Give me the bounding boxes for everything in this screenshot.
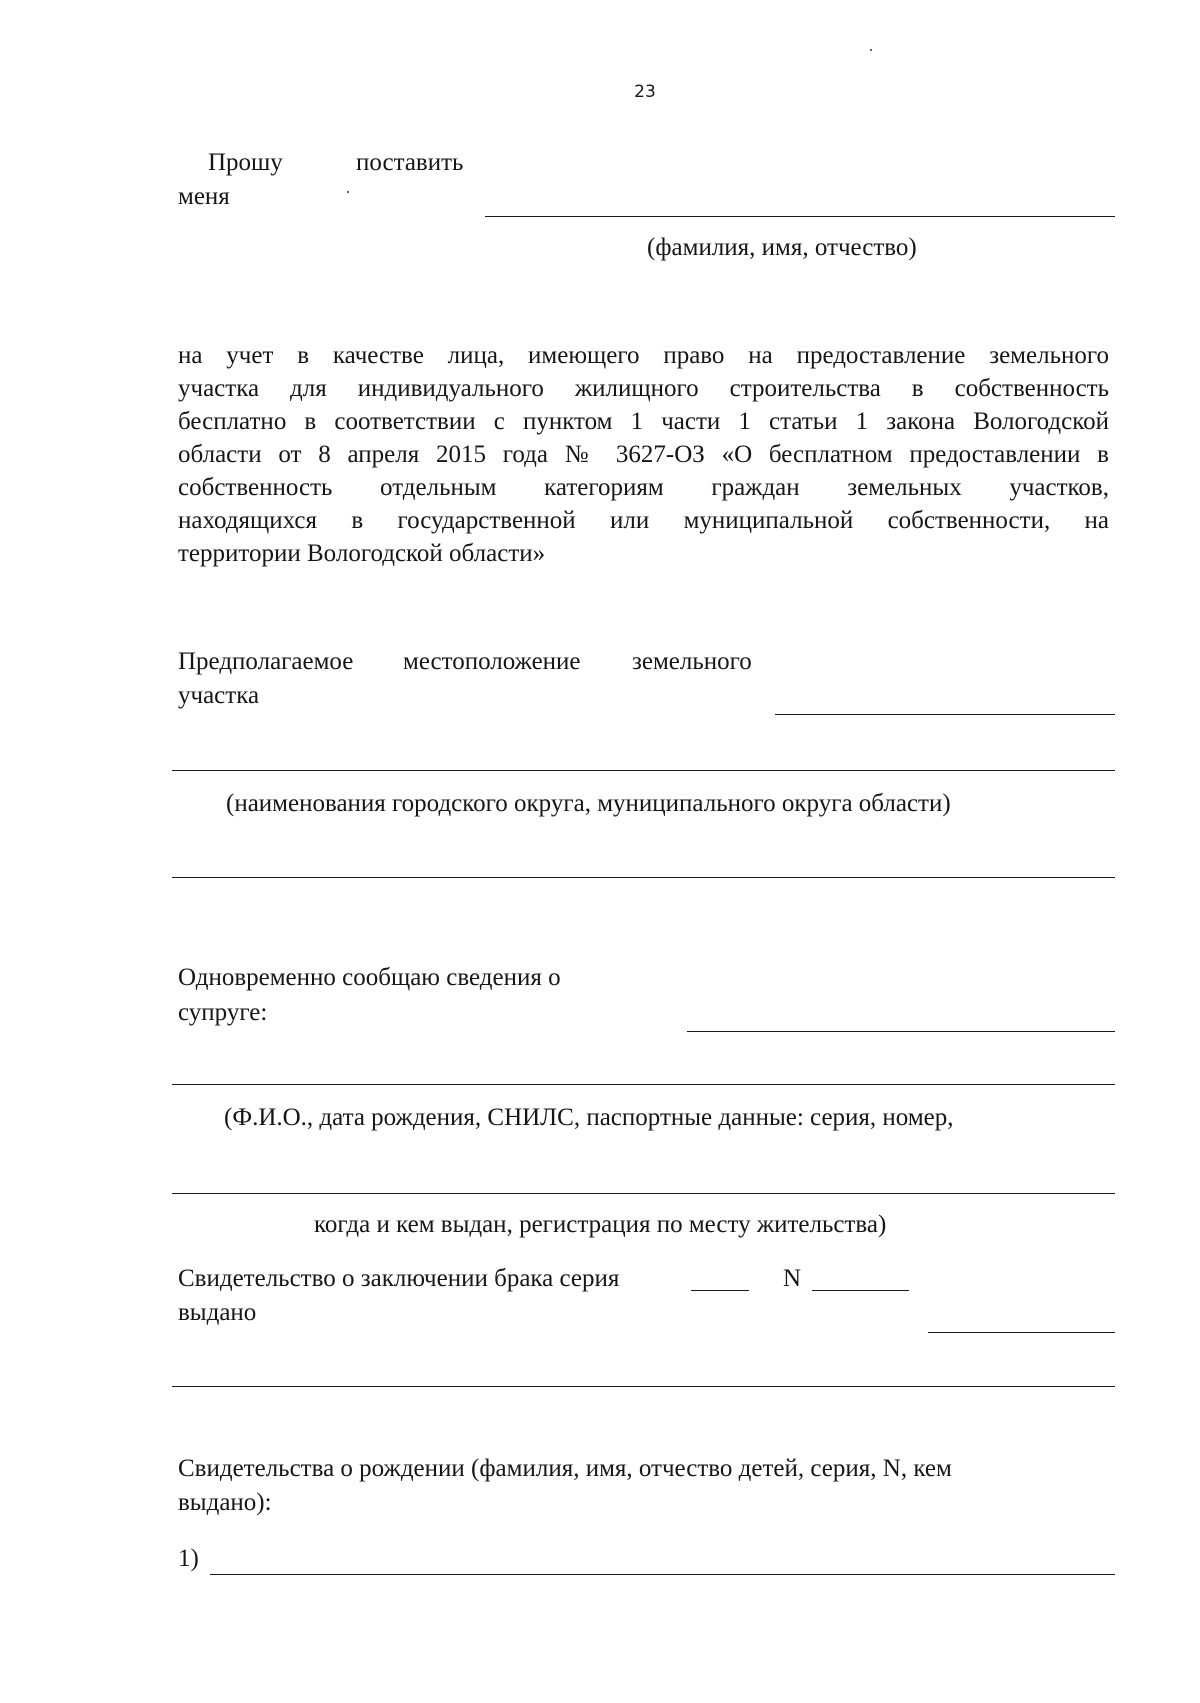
birth-item-1-field[interactable] (210, 1574, 1115, 1575)
paragraph-line: находящихся в государственной или муниципальной собственности, на (178, 507, 1109, 534)
request-word-3: меня (178, 183, 230, 210)
spouse-field-line[interactable] (687, 1031, 1115, 1032)
scan-speck (870, 49, 872, 51)
spouse-field-line-3[interactable] (172, 1193, 1115, 1194)
scan-speck (347, 191, 349, 193)
page-number: 23 (634, 82, 656, 102)
location-word-4: участка (178, 682, 260, 709)
paragraph-line: участка для индивидуального жилищного строительства в собственность (178, 375, 1109, 402)
spouse-line-1: Одновременно сообщаю сведения о (178, 964, 561, 991)
location-word-2: местоположение (403, 648, 581, 675)
marriage-label-series: Свидетельство о заключении брака серия (178, 1265, 620, 1292)
location-word-1: Предполагаемое (178, 648, 354, 675)
birth-line-1: Свидетельства о рождении (фамилия, имя, отчество детей, серия, N, кем (178, 1455, 952, 1482)
spouse-line-2: супруге: (178, 999, 268, 1026)
full-name-caption: (фамилия, имя, отчество) (647, 234, 917, 261)
spouse-caption-2: когда и кем выдан, регистрация по месту жительства) (314, 1211, 887, 1238)
request-word-1: Прошу (208, 149, 283, 176)
paragraph-line: территории Вологодской области» (178, 540, 546, 567)
marriage-issued-field[interactable] (928, 1332, 1115, 1333)
location-field-line-3[interactable] (172, 877, 1115, 878)
marriage-issued-field-2[interactable] (172, 1386, 1115, 1387)
paragraph-line: собственность отдельным категориям граждан земельных участков, (178, 474, 1109, 501)
marriage-series-field[interactable] (691, 1290, 749, 1291)
spouse-caption-1: (Ф.И.О., дата рождения, СНИЛС, паспортные данные: серия, номер, (224, 1104, 954, 1131)
paragraph-line: на учет в качестве лица, имеющего право на предоставление земельного (178, 342, 1109, 369)
marriage-label-issued: выдано (178, 1299, 257, 1326)
spouse-field-line-2[interactable] (172, 1084, 1115, 1085)
location-word-3: земельного (632, 648, 752, 675)
birth-item-1-label: 1) (178, 1545, 199, 1572)
marriage-label-number: N (783, 1265, 802, 1292)
location-field-line[interactable] (775, 714, 1115, 715)
request-word-2: поставить (356, 149, 464, 176)
marriage-number-field[interactable] (812, 1290, 909, 1291)
paragraph-line: области от 8 апреля 2015 года № 3627-ОЗ «О бесплатном предоставлении в (178, 441, 1109, 468)
main-paragraph (178, 339, 1109, 570)
birth-line-2: выдано): (178, 1489, 272, 1516)
location-caption: (наименования городского округа, муниципального округа области) (226, 790, 951, 817)
paragraph-line: бесплатно в соответствии с пунктом 1 части 1 статьи 1 закона Вологодской (178, 408, 1109, 435)
location-field-line-2[interactable] (172, 770, 1115, 771)
full-name-field-line[interactable] (485, 216, 1115, 217)
